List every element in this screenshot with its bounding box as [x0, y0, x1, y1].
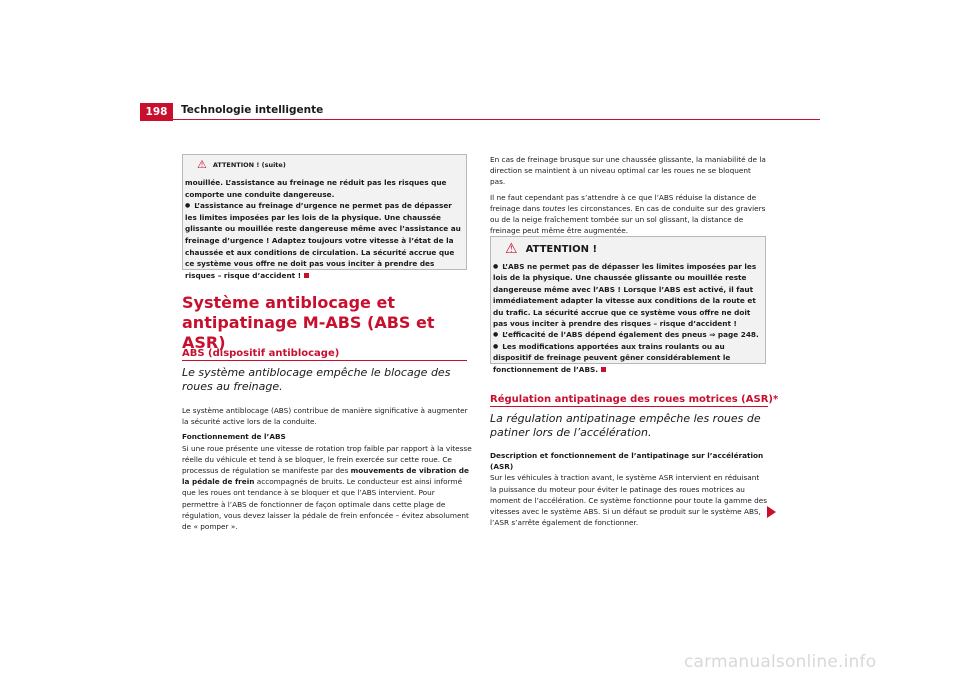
abs-function-paragraph [182, 431, 472, 532]
abs-heading-rule [182, 360, 467, 361]
abs-function-text-a: Si une roue présente une vitesse de rotation trop faible par rapport à la vitesse réelle du véhicule et tend à se bloquer, le frein exercée sur cette roue. Ce processus de régulation se manifeste par des [182, 443, 472, 476]
warning-bullet-text: Les modifications apportées aux trains roulants ou au dispositif de freinage peuvent gêner considérablement le fonctionnement de l’ABS. [493, 341, 731, 374]
chapter-title: Technologie intelligente [181, 104, 324, 116]
asr-lead: La régulation antipatinage empêche les roues de patiner lors de l’accélération. [490, 412, 761, 439]
right-paragraph-2-em: toutes [542, 203, 566, 213]
right-paragraph-2-b: les circonstances. En cas de conduite sur des graviers ou de la neige fraîchement tombée sur un sol glissant, la distance de freinage peut même être augmentée. [490, 203, 766, 236]
warning-box-abs [490, 236, 766, 374]
warning-bullet-text: L’efficacité de l’ABS dépend également des pneus [502, 330, 710, 340]
abs-intro: Le système antiblocage (ABS) contribue de manière significative à augmenter la sécurité active lors de la conduite. [182, 406, 468, 427]
asr-sub-heading: Description et fonctionnement de l’antipatinage sur l’accélération (ASR) [490, 451, 764, 472]
end-marker-icon [601, 367, 606, 372]
asr-text: Sur les véhicules à traction avant, le système ASR intervient en réduisant la puissance du moteur pour éviter le patinage des roues motrices au moment de l’accélération. Ce système fonctionne pour toute la gamme des vitesses avec le système ABS. Si un défaut se produit sur le système ABS, l’ASR s’arrête également de fonctionner. [490, 473, 768, 528]
warning-title: ATTENTION ! [525, 243, 598, 255]
abs-function-bold: mouvements de vibration de la pédale de frein [182, 466, 469, 487]
asr-heading-rule [490, 406, 768, 407]
warning-body [185, 177, 462, 281]
asr-heading: Régulation antipatinage des roues motrices (ASR)* [490, 394, 779, 405]
page-number: 198 [140, 103, 173, 121]
abs-body [182, 405, 472, 536]
warning-header [505, 242, 597, 256]
right-paragraph-2-a: Il ne faut cependant pas s’attendre à ce que l’ABS réduise la distance de freinage dans [490, 192, 757, 213]
abs-function-heading: Fonctionnement de l’ABS [182, 432, 286, 442]
abs-function-text-b: accompagnés de bruits. Le conducteur est ainsi informé que les roues ont tendance à se bloquer et que l’ABS intervient. Pour permettre à l’ABS de fonctionner de façon optimale dans cette plage de régulation, vous devez laisser la pédale de frein enfoncée – évitez absolument de « pomper ». [182, 477, 469, 532]
warning-triangle-icon: ⚠ [505, 241, 518, 257]
page-reference-link[interactable]: ⇒ page 248. [709, 330, 759, 340]
next-page-arrow-icon[interactable] [767, 506, 776, 518]
warning-bullet-text: L’assistance au freinage d’urgence ne permet pas de dépasser les limites imposées par les lois de la physique. Une chaussée glissante ou mouillée reste dangereuse même avec l’assistance au freinage d’urgence ! Adaptez toujours votre vitesse à l’état de la chaussée et aux conditions de circulation. La sécurité accrue que ce système vous offre ne doit pas vous inciter à prendre des risques – risque d’accident ! [185, 201, 461, 280]
warning-triangle-icon: ⚠ [197, 158, 207, 171]
warning-bullet [493, 341, 761, 375]
warning-box-continued [182, 154, 467, 280]
header-rule [140, 119, 820, 120]
end-marker-icon [304, 273, 309, 278]
warning-body [493, 261, 761, 375]
section-title: Système antiblocage et antipatinage M-ABS (ABS et ASR) [182, 293, 435, 352]
abs-lead: Le système antiblocage empêche le blocage des roues au freinage. [182, 366, 451, 393]
warning-bullet [493, 329, 761, 340]
warning-bullet: ● L’ABS ne permet pas de dépasser les limites imposées par les lois de la physique. Une chaussée glissante ou mouillée reste dangereuse même avec l’ABS ! Lorsque l’ABS est activé, il faut immédiatement adapter la vitesse aux conditions de la route et du trafic. La sécurité accrue que ce système vous offre ne doit pas vous inciter à prendre des risques – risque d’accident ! [493, 261, 761, 329]
right-paragraph-1: En cas de freinage brusque sur une chaussée glissante, la maniabilité de la direction se maintient à un niveau optimal car les roues ne se bloquent pas. [490, 155, 766, 187]
abs-heading: ABS (dispositif antiblocage) [182, 348, 340, 359]
right-paragraph-2 [490, 192, 768, 237]
warning-title: ATTENTION ! (suite) [212, 160, 286, 169]
warning-header [197, 159, 286, 170]
warning-text: mouillée. L’assistance au freinage ne réduit pas les risques que comporte une conduite dangereuse. [185, 178, 447, 199]
footer-watermark: carmanualsonline.info [684, 652, 877, 672]
right-body [490, 154, 768, 240]
warning-bullet [185, 200, 462, 281]
asr-paragraph [490, 450, 768, 528]
asr-body [490, 450, 768, 532]
